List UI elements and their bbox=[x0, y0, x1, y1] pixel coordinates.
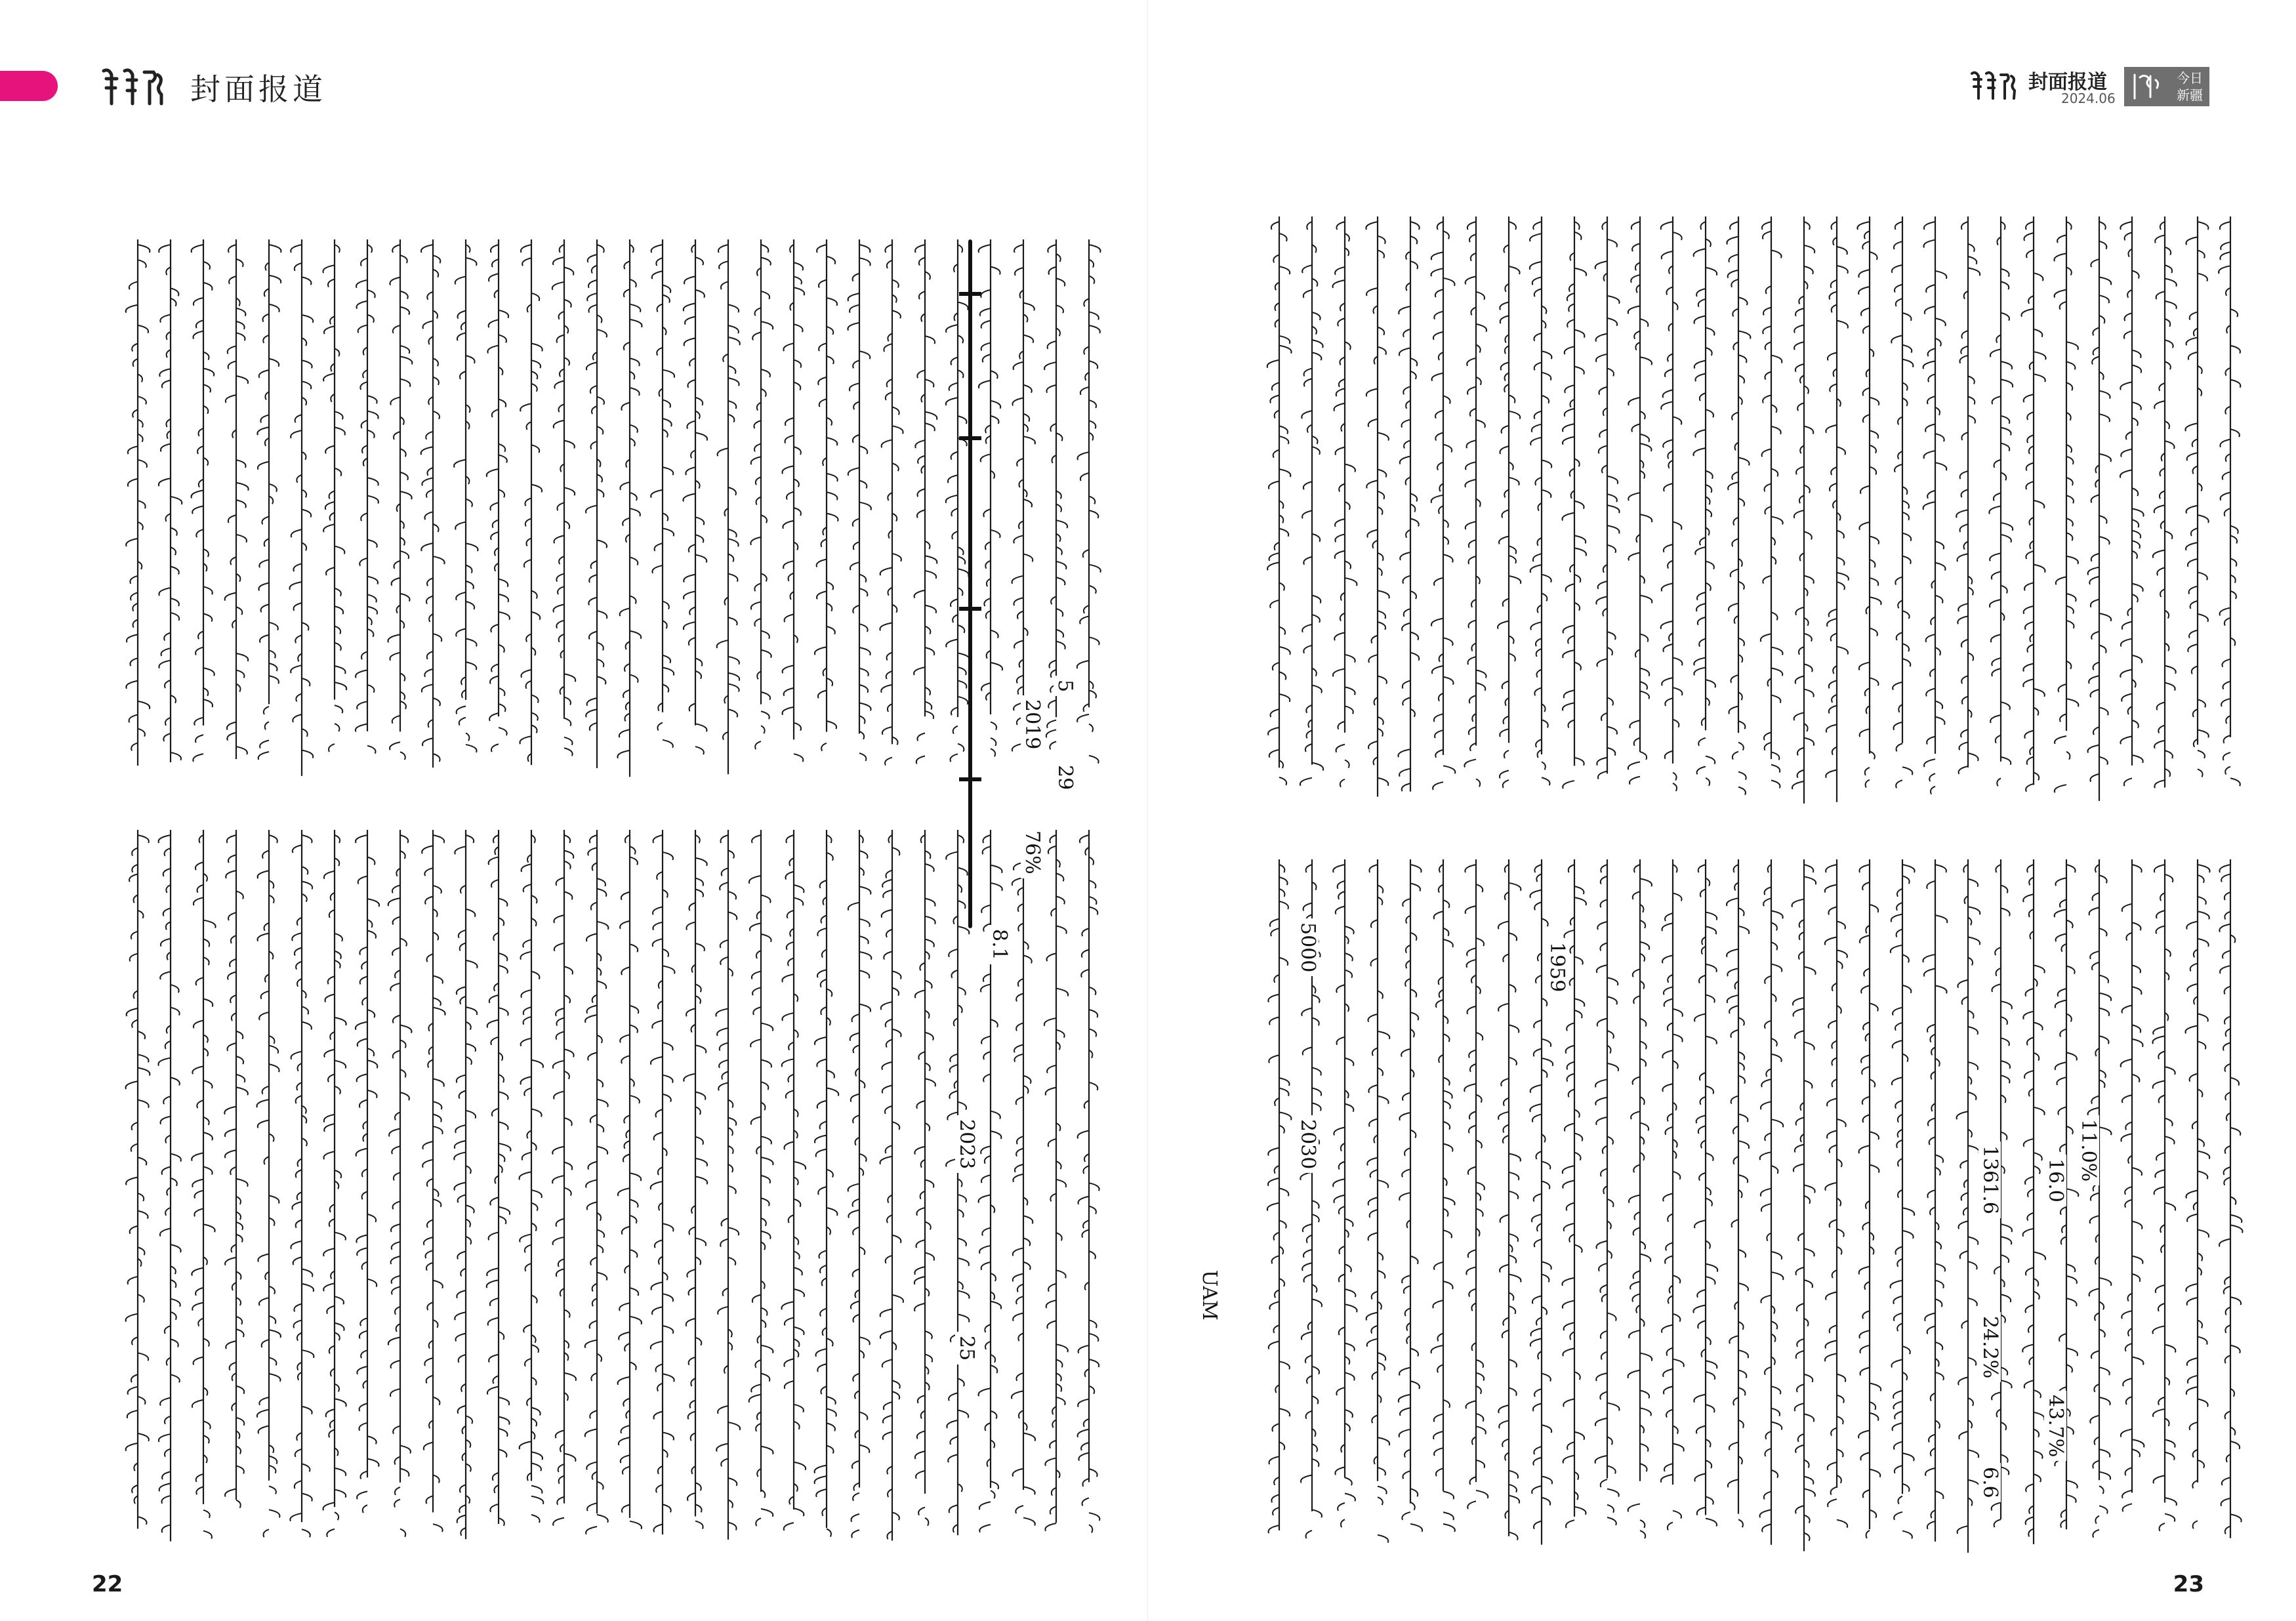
text-column bbox=[1399, 859, 1422, 1532]
text-column bbox=[552, 239, 575, 756]
text-column bbox=[1661, 216, 1683, 791]
text-column bbox=[1398, 216, 1419, 792]
mongolian-script-title bbox=[97, 66, 169, 108]
text-column bbox=[1760, 859, 1784, 1545]
inline-number: 1361.6 bbox=[1978, 1141, 2001, 1218]
text-column bbox=[1826, 216, 1849, 802]
text-column bbox=[290, 830, 314, 1537]
text-column bbox=[421, 239, 445, 768]
text-column bbox=[1661, 859, 1684, 1530]
text-column bbox=[880, 830, 904, 1540]
text-column bbox=[1431, 216, 1456, 790]
text-column bbox=[2219, 859, 2243, 1538]
text-column bbox=[2153, 216, 2177, 788]
text-column bbox=[552, 830, 576, 1526]
text-column bbox=[1012, 239, 1035, 751]
text-column bbox=[1530, 216, 1552, 785]
text-column bbox=[520, 239, 542, 765]
inline-number: 29 bbox=[1054, 761, 1076, 794]
inline-number: 2019 bbox=[1021, 695, 1043, 753]
magazine-logo-text: 今日 新疆 bbox=[2177, 70, 2203, 103]
text-column bbox=[1891, 216, 1913, 788]
text-column bbox=[487, 239, 510, 752]
text-column bbox=[684, 830, 707, 1529]
text-column bbox=[585, 830, 609, 1534]
section-title: 封面报道 bbox=[2028, 71, 2107, 94]
text-column bbox=[126, 239, 150, 766]
text-column bbox=[487, 830, 511, 1526]
text-column bbox=[782, 239, 804, 762]
text-column bbox=[749, 830, 773, 1526]
inline-number: 5 bbox=[1054, 676, 1076, 696]
magazine-logo-mark bbox=[2131, 71, 2167, 102]
text-column bbox=[1761, 216, 1783, 788]
inline-number: 2023 bbox=[955, 1115, 977, 1173]
right-page bbox=[1148, 0, 2296, 1621]
inline-number: UAM bbox=[1198, 1266, 1220, 1324]
text-column bbox=[1498, 216, 1521, 788]
section-accent-tab bbox=[0, 71, 58, 101]
text-column bbox=[1431, 859, 1455, 1532]
text-column bbox=[717, 239, 740, 774]
text-column bbox=[2152, 859, 2176, 1531]
text-column bbox=[1078, 830, 1100, 1532]
text-column bbox=[683, 239, 707, 754]
text-column bbox=[1333, 859, 1357, 1527]
text-column bbox=[1267, 216, 1292, 785]
text-column bbox=[1044, 239, 1067, 749]
text-column bbox=[1792, 216, 1814, 804]
text-column bbox=[1693, 216, 1717, 786]
text-column bbox=[848, 239, 871, 761]
text-column bbox=[1464, 216, 1486, 787]
text-column bbox=[1628, 216, 1652, 785]
vertical-text-columns bbox=[1246, 216, 2244, 1555]
text-column bbox=[2120, 216, 2144, 786]
text-column bbox=[323, 830, 346, 1537]
text-column bbox=[1366, 216, 1389, 797]
mongolian-body-text bbox=[1246, 216, 2244, 1555]
text-column bbox=[880, 239, 903, 766]
magazine-logo bbox=[2124, 67, 2209, 106]
text-column bbox=[1857, 216, 1881, 788]
subheading-column bbox=[951, 239, 989, 928]
text-column bbox=[618, 830, 642, 1529]
text-column bbox=[1366, 859, 1390, 1543]
text-column bbox=[1562, 216, 1586, 789]
text-column bbox=[651, 830, 675, 1534]
text-column bbox=[257, 239, 281, 760]
text-column bbox=[914, 830, 935, 1526]
text-column bbox=[1595, 216, 1620, 779]
text-column bbox=[323, 239, 346, 752]
text-column bbox=[1595, 859, 1620, 1525]
text-column bbox=[1628, 859, 1652, 1538]
running-header bbox=[1968, 66, 2244, 112]
mongolian-body-text bbox=[92, 239, 1102, 1551]
text-column bbox=[159, 239, 182, 762]
text-column bbox=[356, 239, 379, 754]
inline-number: 43.7% bbox=[2044, 1391, 2066, 1461]
text-column bbox=[2185, 216, 2208, 777]
text-column bbox=[289, 239, 313, 776]
text-column bbox=[2121, 859, 2144, 1511]
issue-date: 2024.06 bbox=[2061, 91, 2116, 106]
text-column bbox=[1891, 859, 1915, 1539]
text-column bbox=[1923, 216, 1947, 794]
text-column bbox=[1923, 859, 1947, 1542]
inline-number: 11.0% bbox=[2077, 1115, 2099, 1185]
text-column bbox=[192, 830, 215, 1539]
text-column bbox=[192, 239, 215, 762]
text-column bbox=[519, 830, 543, 1523]
text-column bbox=[1989, 216, 2013, 786]
text-column bbox=[781, 830, 806, 1530]
text-column bbox=[1267, 859, 1292, 1533]
text-column bbox=[1077, 239, 1101, 764]
text-column bbox=[2219, 216, 2240, 786]
text-column bbox=[356, 830, 379, 1513]
text-column bbox=[716, 830, 740, 1540]
inline-number: 8.1 bbox=[988, 925, 1010, 964]
text-column bbox=[617, 239, 642, 777]
text-column bbox=[1858, 859, 1881, 1538]
text-column bbox=[914, 239, 937, 764]
text-column bbox=[225, 239, 249, 759]
text-column bbox=[454, 830, 477, 1539]
text-column bbox=[815, 239, 838, 751]
inline-number: 5000 bbox=[1296, 918, 1319, 976]
text-column bbox=[1300, 216, 1323, 786]
text-column bbox=[848, 830, 872, 1538]
text-column bbox=[1957, 859, 1980, 1553]
text-column bbox=[2022, 859, 2045, 1544]
inline-number: 6.6 bbox=[1978, 1463, 2001, 1502]
inline-number: 25 bbox=[955, 1332, 977, 1365]
text-column bbox=[586, 239, 607, 768]
text-column bbox=[946, 830, 969, 1535]
text-column bbox=[158, 830, 181, 1541]
vertical-text-columns bbox=[92, 239, 1102, 1551]
mongolian-script-title bbox=[1968, 70, 2019, 101]
text-column bbox=[1012, 830, 1035, 1526]
inline-number: 1959 bbox=[1546, 938, 1568, 996]
text-column bbox=[454, 239, 478, 752]
inline-number: 2030 bbox=[1296, 1115, 1319, 1173]
text-column bbox=[388, 239, 412, 760]
text-column bbox=[2054, 216, 2078, 792]
inline-number: 16.0 bbox=[2044, 1155, 2066, 1206]
inline-number: 24.2% bbox=[1978, 1312, 2001, 1382]
text-column bbox=[750, 239, 773, 749]
page-number: 23 bbox=[2173, 1571, 2204, 1597]
text-column bbox=[388, 830, 412, 1537]
text-column bbox=[2185, 859, 2209, 1529]
section-title: 封面报道 bbox=[190, 72, 327, 107]
text-column bbox=[1792, 859, 1816, 1551]
text-column bbox=[1727, 216, 1750, 795]
text-column bbox=[1956, 216, 1980, 774]
text-column bbox=[2088, 859, 2112, 1538]
text-column bbox=[224, 830, 248, 1508]
text-column bbox=[651, 239, 674, 748]
text-column bbox=[1464, 859, 1488, 1509]
text-column bbox=[1693, 859, 1717, 1527]
text-column bbox=[422, 830, 445, 1532]
inline-number: 76% bbox=[1021, 827, 1043, 878]
text-column bbox=[1044, 830, 1068, 1531]
text-column bbox=[1333, 216, 1357, 787]
text-column bbox=[1825, 859, 1847, 1528]
page-number: 22 bbox=[92, 1571, 123, 1597]
text-column bbox=[125, 830, 150, 1529]
text-column bbox=[1727, 859, 1749, 1527]
text-column bbox=[815, 830, 839, 1537]
text-column bbox=[2088, 216, 2112, 801]
text-column bbox=[256, 830, 280, 1537]
text-column bbox=[2021, 216, 2045, 792]
text-column bbox=[1498, 859, 1521, 1540]
